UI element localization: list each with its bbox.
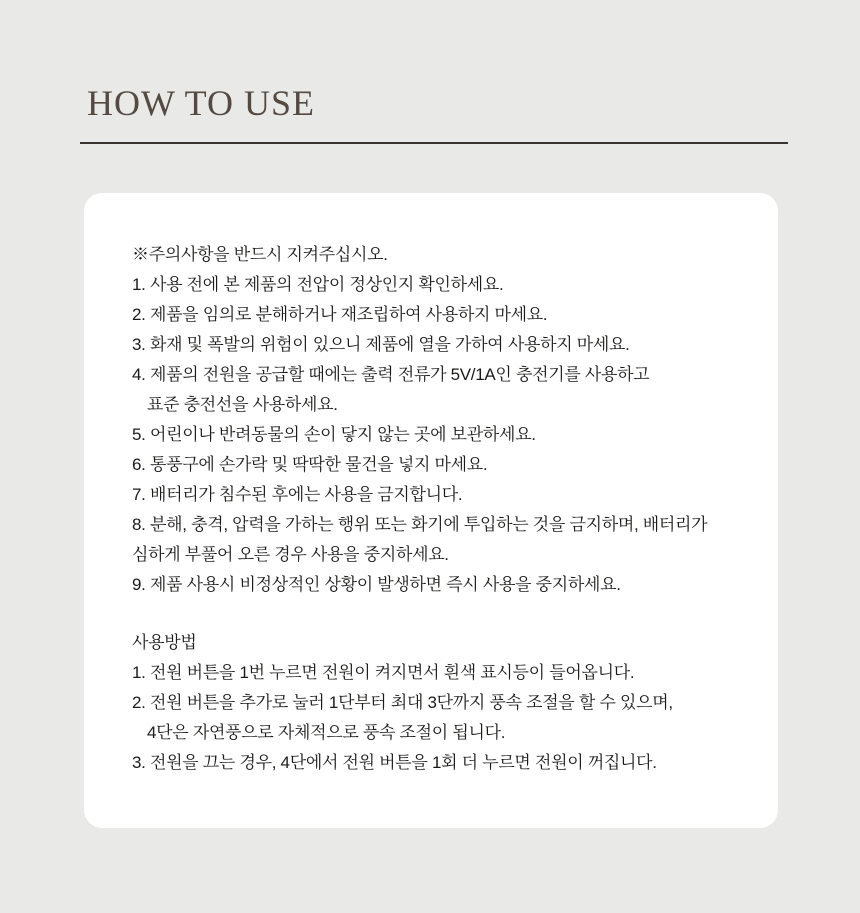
usage-line: 2. 전원 버튼을 추가로 눌러 1단부터 최대 3단까지 풍속 조절을 할 수 있으며, [132,693,673,712]
caution-line: 4. 제품의 전원을 공급할 때에는 출력 전류가 5V/1A인 충전기를 사용하고 [132,365,650,384]
page-title: HOW TO USE [87,83,316,123]
caution-line: 6. 통풍구에 손가락 및 딱딱한 물건을 넣지 마세요. [132,455,488,474]
caution-line: 1. 사용 전에 본 제품의 전압이 정상인지 확인하세요. [132,275,504,294]
section-gap [132,600,740,628]
caution-line: 8. 분해, 충격, 압력을 가하는 행위 또는 화기에 투입하는 것을 금지하며, 배터리가 [132,515,708,534]
caution-line-continuation: 심하게 부풀어 오른 경우 사용을 중지하세요. [132,545,449,564]
usage-line: 1. 전원 버튼을 1번 누르면 전원이 켜지면서 흰색 표시등이 들어옵니다. [132,663,635,682]
caution-line: 2. 제품을 임의로 분해하거나 재조립하여 사용하지 마세요. [132,305,548,324]
caution-heading: ※주의사항을 반드시 지켜주십시오. [132,245,388,264]
caution-line: 5. 어린이나 반려동물의 손이 닿지 않는 곳에 보관하세요. [132,425,536,444]
usage-line-continuation: 4단은 자연풍으로 자체적으로 풍속 조절이 됩니다. [147,723,506,742]
header-divider [80,142,788,144]
caution-line: 9. 제품 사용시 비정상적인 상황이 발생하면 즉시 사용을 중지하세요. [132,575,621,594]
instructions-card [84,193,778,828]
usage-line: 3. 전원을 끄는 경우, 4단에서 전원 버튼을 1회 더 누르면 전원이 꺼집니다. [132,753,657,772]
caution-line: 7. 배터리가 침수된 후에는 사용을 금지합니다. [132,485,463,504]
caution-line-continuation: 표준 충전선을 사용하세요. [147,395,338,414]
usage-heading: 사용방법 [132,633,197,652]
caution-line: 3. 화재 및 폭발의 위험이 있으니 제품에 열을 가하여 사용하지 마세요. [132,335,630,354]
